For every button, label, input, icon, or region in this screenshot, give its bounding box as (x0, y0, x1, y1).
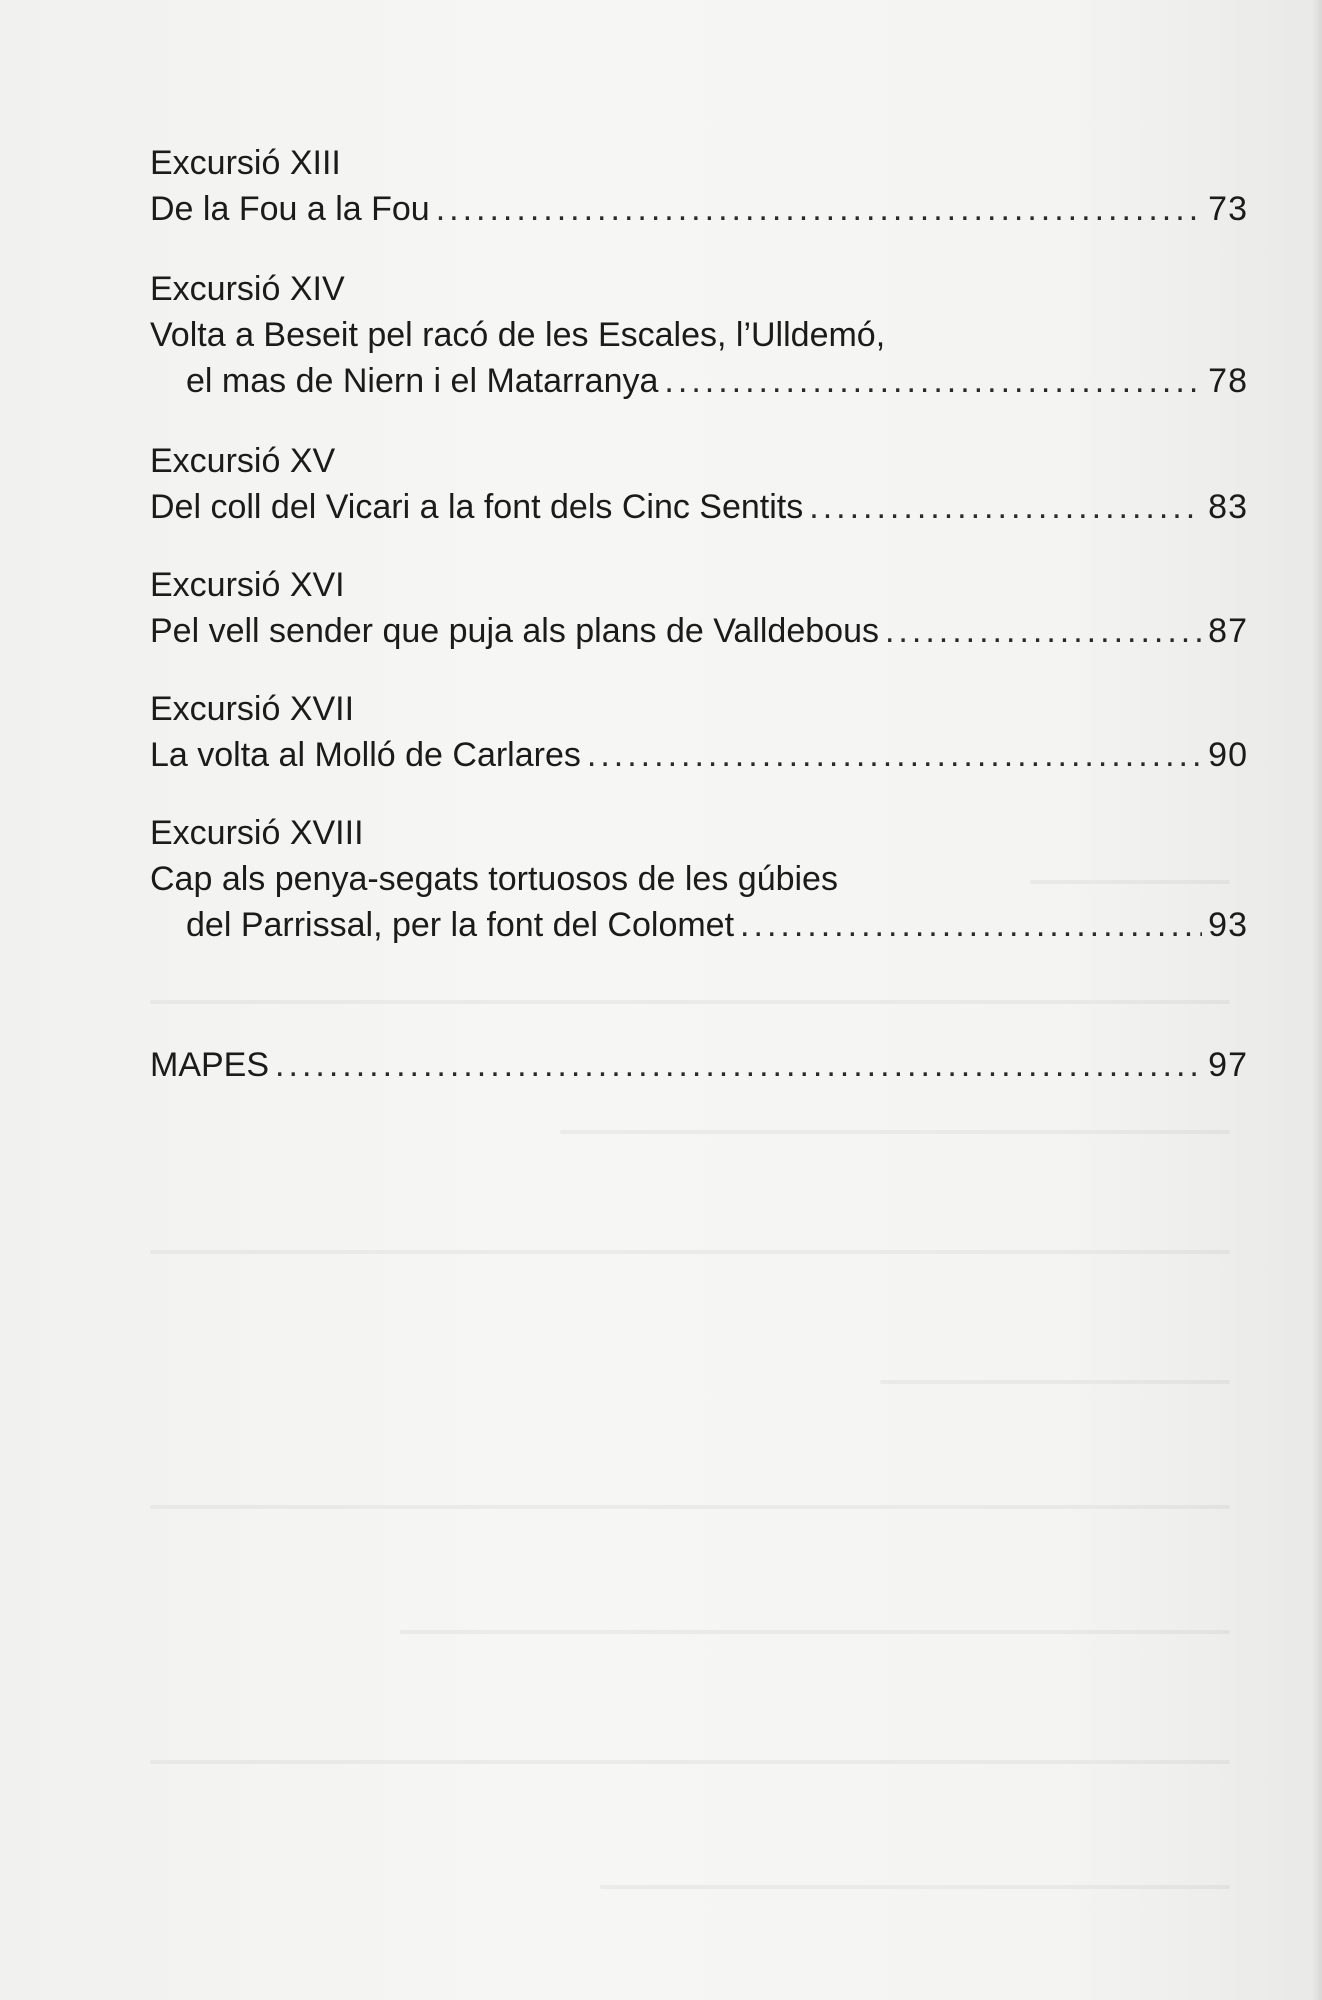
entry-heading: Excursió XIII (150, 144, 341, 182)
toc-entry-maps (150, 1042, 1248, 1088)
page-edge-shadow (1312, 0, 1322, 2000)
entry-title-line (150, 732, 1248, 778)
toc-entry-xv (150, 438, 1248, 530)
toc-entry-xviii (150, 810, 1248, 948)
toc-entry-xiv (150, 266, 1248, 404)
entry-title: Pel vell sender que puja als plans de Valldebous (150, 612, 879, 650)
entry-title-line (150, 1042, 1248, 1088)
page-number: 78 (1208, 362, 1248, 400)
entry-title: Volta a Beseit pel racó de les Escales, l’Ulldemó, (150, 316, 886, 354)
dot-leader (740, 902, 1202, 948)
toc-entry-xvi (150, 562, 1248, 654)
page-number: 97 (1208, 1046, 1248, 1084)
entry-title-line (150, 608, 1248, 654)
page-number: 87 (1208, 612, 1248, 650)
entry-title-continuation: el mas de Niern i el Matarranya (186, 362, 659, 400)
page-number: 83 (1208, 488, 1248, 526)
entry-title: De la Fou a la Fou (150, 190, 430, 228)
dot-leader (664, 358, 1202, 404)
entry-title-line (150, 902, 1248, 948)
toc-entry-xvii (150, 686, 1248, 778)
entry-heading: Excursió XIV (150, 270, 345, 308)
maps-title: MAPES (150, 1046, 270, 1084)
entry-title-line (150, 186, 1248, 232)
entry-heading: Excursió XV (150, 442, 336, 480)
entry-title-line (150, 358, 1248, 404)
dot-leader (436, 186, 1202, 232)
page-number: 90 (1208, 736, 1248, 774)
entry-title: Del coll del Vicari a la font dels Cinc Sentits (150, 488, 804, 526)
entry-title-line (150, 484, 1248, 530)
dot-leader (275, 1042, 1202, 1088)
entry-title: La volta al Molló de Carlares (150, 736, 581, 774)
dot-leader (885, 608, 1202, 654)
page-number: 93 (1208, 906, 1248, 944)
entry-heading: Excursió XVII (150, 690, 355, 728)
entry-heading: Excursió XVI (150, 566, 345, 604)
dot-leader (809, 484, 1202, 530)
entry-title: Cap als penya-segats tortuosos de les gúbies (150, 860, 838, 898)
entry-title-continuation: del Parrissal, per la font del Colomet (186, 906, 735, 944)
page-number: 73 (1208, 190, 1248, 228)
toc-entry-xiii (150, 140, 1248, 232)
dot-leader (587, 732, 1202, 778)
entry-heading: Excursió XVIII (150, 814, 364, 852)
